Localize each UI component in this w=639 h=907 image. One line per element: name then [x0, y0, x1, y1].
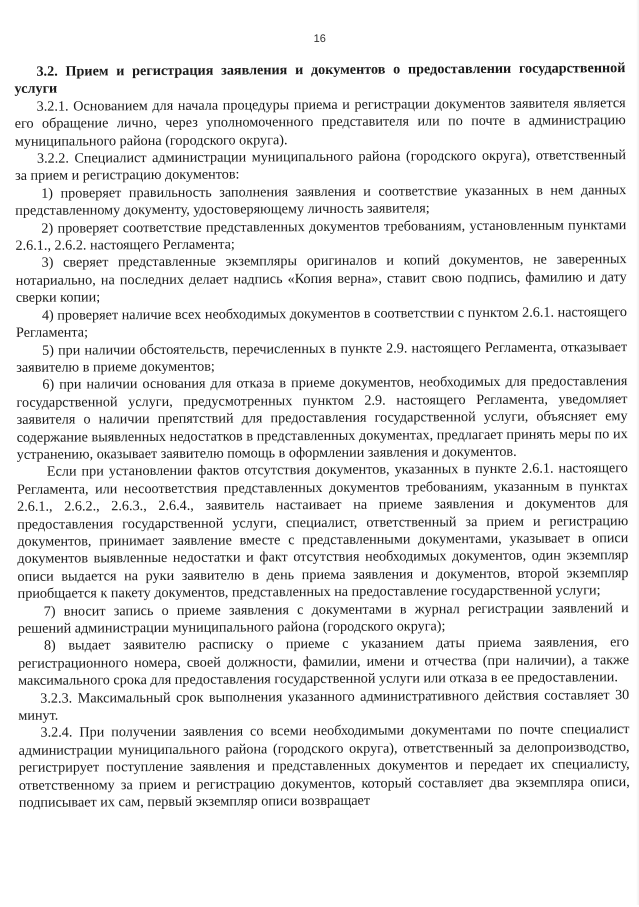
list-item-3: 3) сверяет представленные экземпляры оригиналов и копий документов, не заверенных нотариально, на последних делает надпись «Копия верна», ставит свою подпись, фамилию и дату сверки копии;: [15, 251, 627, 307]
paragraph-3-2-2: 3.2.2. Специалист администрации муниципального района (городского округа), ответственный за прием и регистрацию документов:: [15, 147, 627, 185]
document-body: [14, 60, 630, 812]
document-page: [14, 0, 631, 907]
paragraph-missing-documents: Если при установлении фактов отсутствия документов, указанных в пункте 2.6.1. настоящего Регламента, или несоответствия представленных документов требованиям, указанным в пунктах 2.6.1., 2.6.2., 2.6.3., 2.6.4., заявитель настаивает на приеме заявления и документов для предоставления государственной услуги, специалист, ответственный за прием и регистрацию документов, принимает заявление вместе с представленными документами, указывает в описи документов выявленные недостатки и факт отсутствия необходимых документов, один экземпляр описи выдается на руки заявителю в день приема заявления и документов, второй экземпляр приобщается к пакету документов, представленных на предоставление государственной услуги;: [16, 460, 629, 603]
list-item-8: 8) выдает заявителю расписку о приеме с указанием даты приема заявления, его регистрационного номера, своей должности, фамилии, имени и отчества (при наличии), а также максимального срока для предоставления государственной услуги или отказа в ее предоставлении.: [17, 634, 630, 690]
page-number: 16: [313, 32, 326, 46]
list-item-4: 4) проверяет наличие всех необходимых документов в соответствии с пунктом 2.6.1. настоящего Регламента;: [15, 303, 627, 341]
list-item-6: 6) при наличии основания для отказа в приеме документов, необходимых для предоставления государственной услуги, предусмотренных пунктом 2.9. настоящего Регламента, уведомляет заявителя о наличии препятствий для предоставления государственной услуги, объясняет ему содержание выявленных недостатков в представленных документах, предлагает принять меры по их устранению, оказывает заявителю помощь в оформлении заявления и документов.: [16, 373, 628, 463]
list-item-5: 5) при наличии обстоятельств, перечисленных в пункте 2.9. настоящего Регламента, отказывает заявителю в приеме документов;: [16, 338, 628, 376]
paragraph-3-2-1: 3.2.1. Основанием для начала процедуры приема и регистрации документов заявителя является его обращение лично, через уполномоченного представителя или по почте в администрацию муниципального района (городского округа).: [14, 94, 626, 150]
list-item-1: 1) проверяет правильность заполнения заявления и соответствие указанных в нем данных представленному документу, удостоверяющему личность заявителя;: [15, 181, 627, 220]
list-item-2: 2) проверяет соответствие представленных документов требованиям, установленным пунктами 2.6.1., 2.6.2. настоящего Регламента;: [15, 216, 627, 254]
list-item-7: 7) вносит запись о приеме заявления с документами в журнал регистрации заявлений и решений администрации муниципального района (городского округа);: [17, 599, 629, 637]
paragraph-3-2-3: 3.2.3. Максимальный срок выполнения указанного административного действия составляет 30 минут.: [18, 686, 630, 724]
section-heading: 3.2. Прием и регистрация заявления и документов о предоставлении государственной услуги: [14, 60, 626, 98]
paragraph-3-2-4: 3.2.4. При получении заявления со всеми необходимыми документами по почте специалист администрации муниципального района (городского округа), ответственный за делопроизводство, регистрирует поступление заявления и представленных документов и передает их специалисту, ответственному за прием и регистрацию документов, который составляет два экземпляра описи, подписывает их сам, первый экземпляр описи возвращает: [18, 721, 630, 811]
